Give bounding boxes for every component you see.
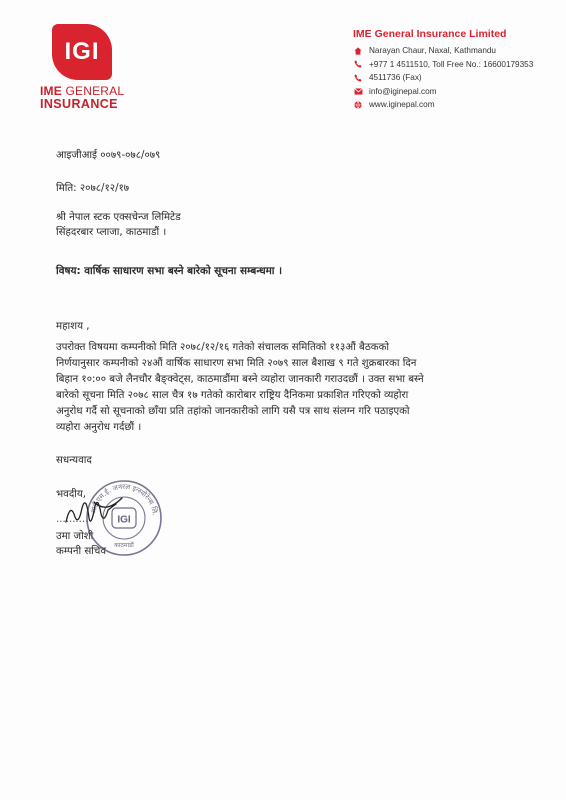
signatory-title: कम्पनी सचिव <box>56 546 107 557</box>
address-text: Narayan Chaur, Naxal, Kathmandu <box>369 46 496 56</box>
fax-icon <box>353 74 363 82</box>
phone-icon <box>353 60 363 68</box>
body-line: बारेको सूचना मिति २०७८ साल चैत्र १७ गतेको कारोबार राष्ट्रिय दैनिकमा प्रकाशित गरिएको व्यहोरा <box>56 390 409 401</box>
web-icon <box>353 101 363 109</box>
signoff: भवदीय, <box>56 489 87 500</box>
signatory-name: उमा जोशी <box>56 531 94 542</box>
salutation: महाशय , <box>56 321 90 332</box>
website-link[interactable]: www.iginepal.com <box>369 100 435 110</box>
contact-web[interactable] <box>353 98 558 112</box>
company-name: IME General Insurance Limited <box>353 28 507 40</box>
email-icon <box>353 88 363 95</box>
contact-address <box>353 44 558 58</box>
contact-phone <box>353 58 558 72</box>
logo-ime: IME <box>40 84 62 98</box>
body-line: अनुरोध गर्दै सो सूचनाको छाँया प्रति तहांको जानकारीको लागि यसै पत्र साथ संलग्न गरि पठाइएको <box>56 406 410 417</box>
phone-text: +977 1 4511510, Toll Free No.: 16600179353 <box>369 59 534 69</box>
closing: सधन्यवाद <box>56 455 92 466</box>
recipient-line-2: सिंहदरबार प्लाजा, काठमाडौं । <box>56 227 167 238</box>
contact-email[interactable] <box>353 85 558 99</box>
letter-subject: विषय: वार्षिक साधारण सभा बस्ने बारेको सूचना सम्बन्धमा । <box>56 265 283 277</box>
body-line: निर्णयानुसार कम्पनीको २४औं वार्षिक साधारण सभा मिति २०७९ साल बैशाख ९ गते शुक्रबारका दिन <box>56 358 417 369</box>
reference-number: आइजीआई ००७९-०७८/०७९ <box>56 150 161 161</box>
stamp-bottom-text: काठमाडौं <box>114 542 134 549</box>
letter-date: मिति: २०७८/१२/१७ <box>56 183 130 194</box>
stamp-ring-text: आई.एम.ई. जनरल इन्स्योरेन्स लि. <box>89 482 159 517</box>
recipient-line-1: श्री नेपाल स्टक एक्सचेन्ज लिमिटेड <box>56 212 181 223</box>
body-line: व्यहोरा अनुरोध गर्दछौं । <box>56 422 142 433</box>
body-line: उपरोक्त विषयमा कम्पनीको मिति २०७८/१२/१६ गतेको संचालक समितिको ११३औं बैठकको <box>56 342 390 353</box>
home-icon <box>353 47 363 55</box>
body-line: बिहान १०:०० बजे लैनचौर बैङ्क्वेट्स, काठमाडौंमा बस्ने व्यहोरा जानकारी गराउदछौं । उक्त सभा बस्ने <box>56 374 424 385</box>
stamp-center-text: IGI <box>117 514 131 526</box>
fax-text: 4511736 (Fax) <box>369 73 422 83</box>
contact-fax <box>353 71 558 85</box>
company-logo <box>52 24 112 80</box>
logo-general: GENERAL <box>61 84 125 98</box>
contact-block <box>353 44 558 112</box>
email-link[interactable]: info@iginepal.com <box>369 86 437 96</box>
logo-mark: IGI <box>64 38 100 65</box>
signature-dots: .......... <box>56 514 89 525</box>
handwritten-signature <box>56 484 156 534</box>
logo-wordmark-line1 <box>40 84 124 98</box>
logo-wordmark-line2: INSURANCE <box>40 97 118 111</box>
letter-body <box>56 340 501 436</box>
